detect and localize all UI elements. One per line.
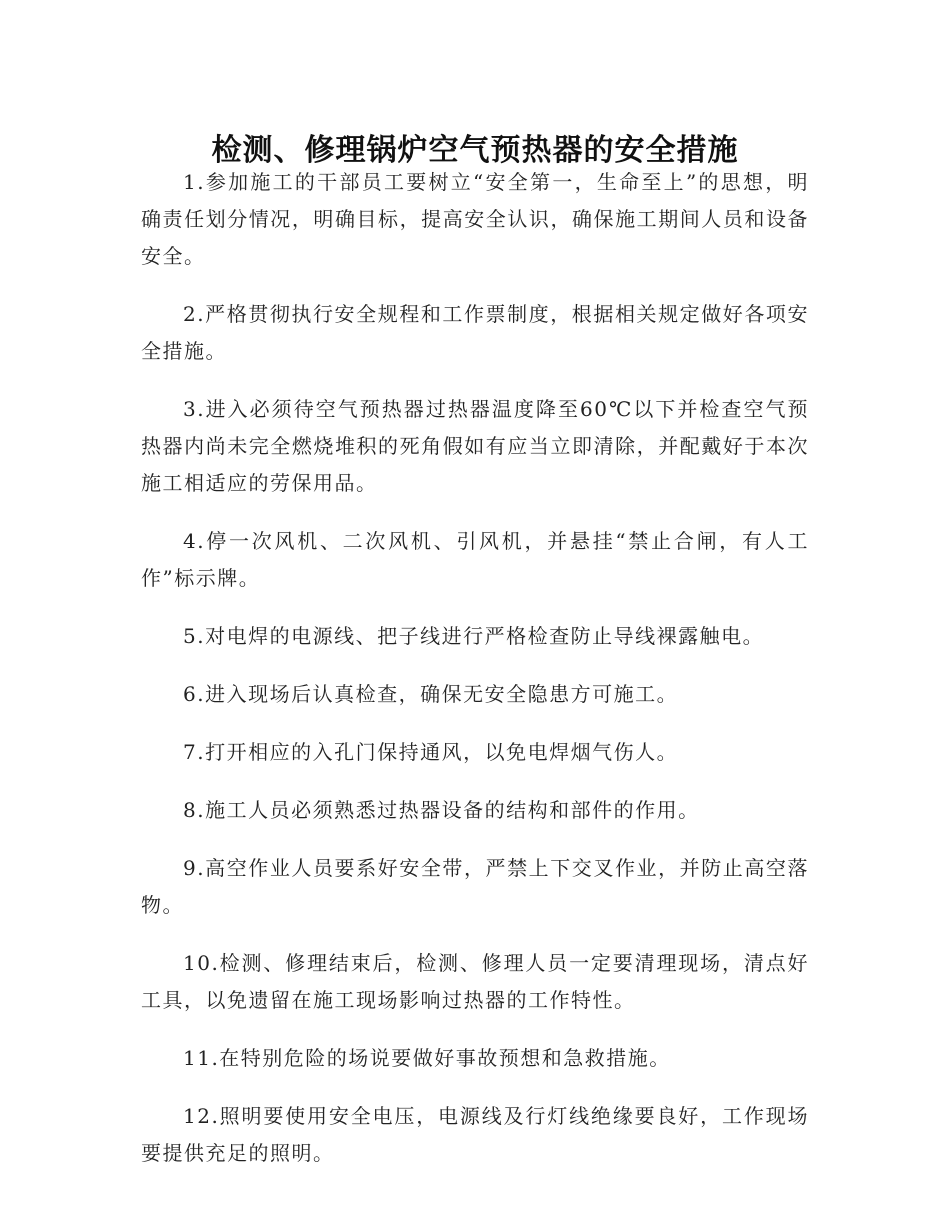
document-body — [141, 164, 809, 1193]
list-item: 8.施工人员必须熟悉过热器设备的结构和部件的作用。 — [183, 798, 700, 822]
list-item: 3.进入必须待空气预热器过热器温度降至60℃以下并检查空气预热器内尚未完全燃烧堆积的死角假如有应当立即清除，并配戴好于本次施工相适应的劳保用品。 — [141, 397, 809, 495]
list-item: 6.进入现场后认真检查，确保无安全隐患方可施工。 — [183, 682, 679, 706]
list-item: 1.参加施工的干部员工要树立“安全第一，生命至上”的思想，明确责任划分情况，明确目标，提高安全认识，确保施工期间人员和设备安全。 — [141, 170, 809, 268]
list-item: 4.停一次风机、二次风机、引风机，并悬挂“禁止合闸，有人工作”标示牌。 — [141, 529, 809, 590]
list-item: 7.打开相应的入孔门保持通风，以免电焊烟气伤人。 — [183, 740, 679, 764]
list-item: 9.高空作业人员要系好安全带，严禁上下交叉作业，并防止高空落物。 — [141, 856, 809, 917]
list-item: 5.对电焊的电源线、把子线进行严格检查防止导线裸露触电。 — [183, 624, 765, 648]
list-item: 10.检测、修理结束后，检测、修理人员一定要清理现场，清点好工具，以免遗留在施工现场影响过热器的工作特性。 — [141, 951, 809, 1012]
list-item: 11.在特别危险的场说要做好事故预想和急救措施。 — [183, 1046, 671, 1070]
list-item: 2.严格贯彻执行安全规程和工作票制度，根据相关规定做好各项安全措施。 — [141, 302, 809, 363]
document-title: 检测、修理锅炉空气预热器的安全措施 — [211, 133, 739, 169]
list-item: 12.照明要使用安全电压，电源线及行灯线绝缘要良好，工作现场要提供充足的照明。 — [141, 1104, 809, 1165]
